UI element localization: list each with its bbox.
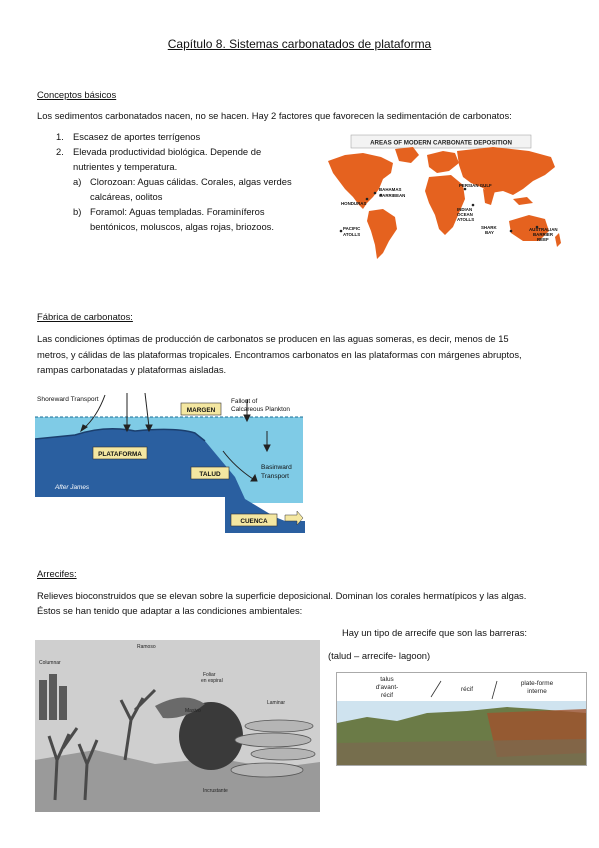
reef-form-label: Columnar (39, 660, 61, 666)
map-label: OCEAN (457, 212, 473, 217)
reef-form-label: Incrustante (203, 788, 228, 794)
barreras-detail: (talud – arrecife- lagoon) (328, 650, 431, 661)
map-title: AREAS OF MODERN CARBONATE DEPOSITION (370, 139, 512, 147)
photo-label: interne (527, 688, 547, 695)
reef-form-label: Masivo (185, 708, 201, 714)
sublist-letter: a) (73, 176, 82, 187)
page-title: Capítulo 8. Sistemas carbonatados de plataforma (167, 37, 432, 51)
map-label: ATOLLS (457, 217, 475, 222)
map-label: REEF (537, 237, 549, 242)
fabrica-line2: metros, y cálidas de las plataformas tropicales. Encontramos carbonatos en las plataformas con márgenes abruptos, (37, 349, 522, 360)
section-heading-conceptos: Conceptos básicos (37, 89, 117, 100)
map-label: BAHAMAS (379, 187, 402, 192)
reef-form-label: Ramoso (137, 644, 156, 650)
map-label: SHARK (481, 225, 497, 230)
arrecifes-line2: Éstos se han tenido que adaptar a las condiciones ambientales: (37, 605, 303, 616)
south-america-shape (367, 209, 397, 259)
photo-label: plate-forme (520, 680, 554, 687)
photo-label: talus (380, 676, 394, 683)
map-label: PACIFIC (343, 226, 361, 231)
arrecifes-line1: Relieves bioconstruidos que se elevan sobre la superficie deposicional. Dominan los corales hermatípicos y las algas. (37, 590, 527, 601)
map-label: BAY (485, 230, 494, 235)
reef-form-label: Laminar (267, 700, 286, 706)
list-number: 1. (56, 131, 64, 142)
talud-label: TALUD (199, 471, 221, 478)
reef-photo (336, 672, 587, 766)
sublist-letter: b) (73, 206, 82, 217)
sublist-item-cont: bentónicos, moluscos, algas rojas, briozoos. (90, 220, 274, 232)
basinward-label-1: Basinward (261, 464, 292, 471)
cuenca-label: CUENCA (240, 518, 268, 525)
section-heading-fabrica: Fábrica de carbonatos: (37, 311, 133, 322)
india-shape (483, 189, 495, 205)
new-zealand-shape (555, 233, 561, 247)
map-label: CARRIBEAN (379, 193, 406, 198)
map-label: INDIAN (457, 207, 473, 212)
barreras-text: Hay un tipo de arrecife que son las barreras: (342, 627, 527, 638)
fabrica-line1: Las condiciones óptimas de producción de carbonatos se producen en las aguas someras, es decir, menos de 15 (37, 333, 509, 344)
list-item: Escasez de aportes terrígenos (73, 131, 201, 142)
photo-label: d'avant- (375, 684, 399, 691)
margen-label: MARGEN (186, 407, 216, 414)
basinward-label-2: Transport (261, 473, 289, 480)
reef-form-label: en espiral (201, 678, 223, 684)
list-number: 2. (56, 146, 64, 157)
fallout-label-2: Calcareous Plankton (231, 406, 290, 413)
greenland-shape (395, 147, 419, 163)
map-label: BARRIER (533, 232, 554, 237)
map-label: AUSTRALIAN (529, 227, 558, 232)
conceptos-sublist (73, 175, 333, 235)
indonesia-shape (513, 197, 533, 205)
list-item-cont: nutrientes y temperatura. (73, 161, 178, 172)
sublist-item: Foramol: Aguas templadas. Foraminíferos (90, 206, 265, 217)
reef-form-label: Foliar (203, 672, 216, 678)
reef-forms-graphic (35, 640, 320, 812)
fabrica-line3: rampas carbonatadas y plataformas aisladas. (37, 364, 227, 375)
section-heading-arrecifes: Arrecifes: (37, 568, 77, 579)
after-james-label: After James (55, 484, 90, 491)
sublist-item: Clorozoan: Aguas cálidas. Corales, algas verdes (90, 176, 292, 187)
plataforma-label: PLATAFORMA (98, 451, 142, 458)
world-map-graphic (323, 133, 566, 263)
sublist-item-cont: calcáreas, oolitos (90, 190, 163, 202)
shoreward-label: Shoreward Transport (37, 396, 99, 403)
list-item: Elevada productividad biológica. Depende de (73, 146, 262, 157)
map-label: ATOLLS (343, 232, 361, 237)
photo-label: récif (460, 686, 474, 693)
photo-label: récif (380, 692, 394, 699)
fallout-label-1: Fallout of (231, 398, 258, 405)
platform-diagram (35, 387, 305, 533)
map-label: HONDURAS (341, 201, 367, 206)
reef-forms-drawing (35, 640, 320, 812)
europe-shape (427, 151, 459, 173)
conceptos-intro: Los sedimentos carbonatados nacen, no se hacen. Hay 2 factores que favorecen la sedimentación de carbonatos: (37, 110, 512, 121)
map-label: PERSIAN GULF (459, 183, 492, 188)
platform-diagram-graphic (35, 387, 305, 533)
slope (337, 739, 586, 765)
reef-photo-graphic (337, 673, 586, 765)
carbonate-deposition-map (323, 133, 566, 263)
